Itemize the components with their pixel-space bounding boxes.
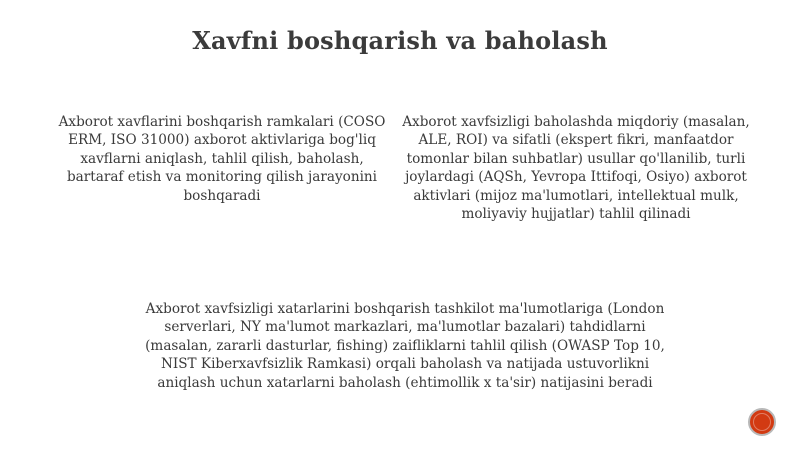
slide-title: Xavfni boshqarish va baholash <box>192 26 608 55</box>
text-block-risk-management-frameworks: Axborot xavflarini boshqarish ramkalari (COSO ERM, ISO 31000) axborot aktivlariga bog'liq xavflarni aniqlash, tahlil qilish, baholash, bartaraf etish va monitoring qilish jarayonini boshqaradi <box>58 114 386 204</box>
circle-next-icon[interactable] <box>748 408 776 436</box>
text-block-risk-assessment-result: Axborot xavfsizligi xatarlarini boshqarish tashkilot ma'lumotlariga (London serverlari, NY ma'lumot markazlari, ma'lumotlar bazalari) tahdidlarni (masalan, zararli dasturlar, fishing) zaifliklarni tahlil qilish (OWASP Top 10, NIST Kiberxavfsizlik Ramkasi) orqali baholash va natijada ustuvorlikni aniqlash uchun xatarlarni baholash (ehtimollik x ta'sir) natijasini beradi <box>145 301 665 391</box>
text-block-assessment-methods: Axborot xavfsizligi baholashda miqdoriy (masalan, ALE, ROI) va sifatli (ekspert fikri, manfaatdor tomonlar bilan suhbatlar) usullar qo'llanilib, turli joylardagi (AQSh, Yevropa Ittifoqi, Osiyo) axborot aktivlari (mijoz ma'lumotlari, intellektual mulk, moliyaviy hujjatlar) tahlil qilinadi <box>402 114 750 223</box>
